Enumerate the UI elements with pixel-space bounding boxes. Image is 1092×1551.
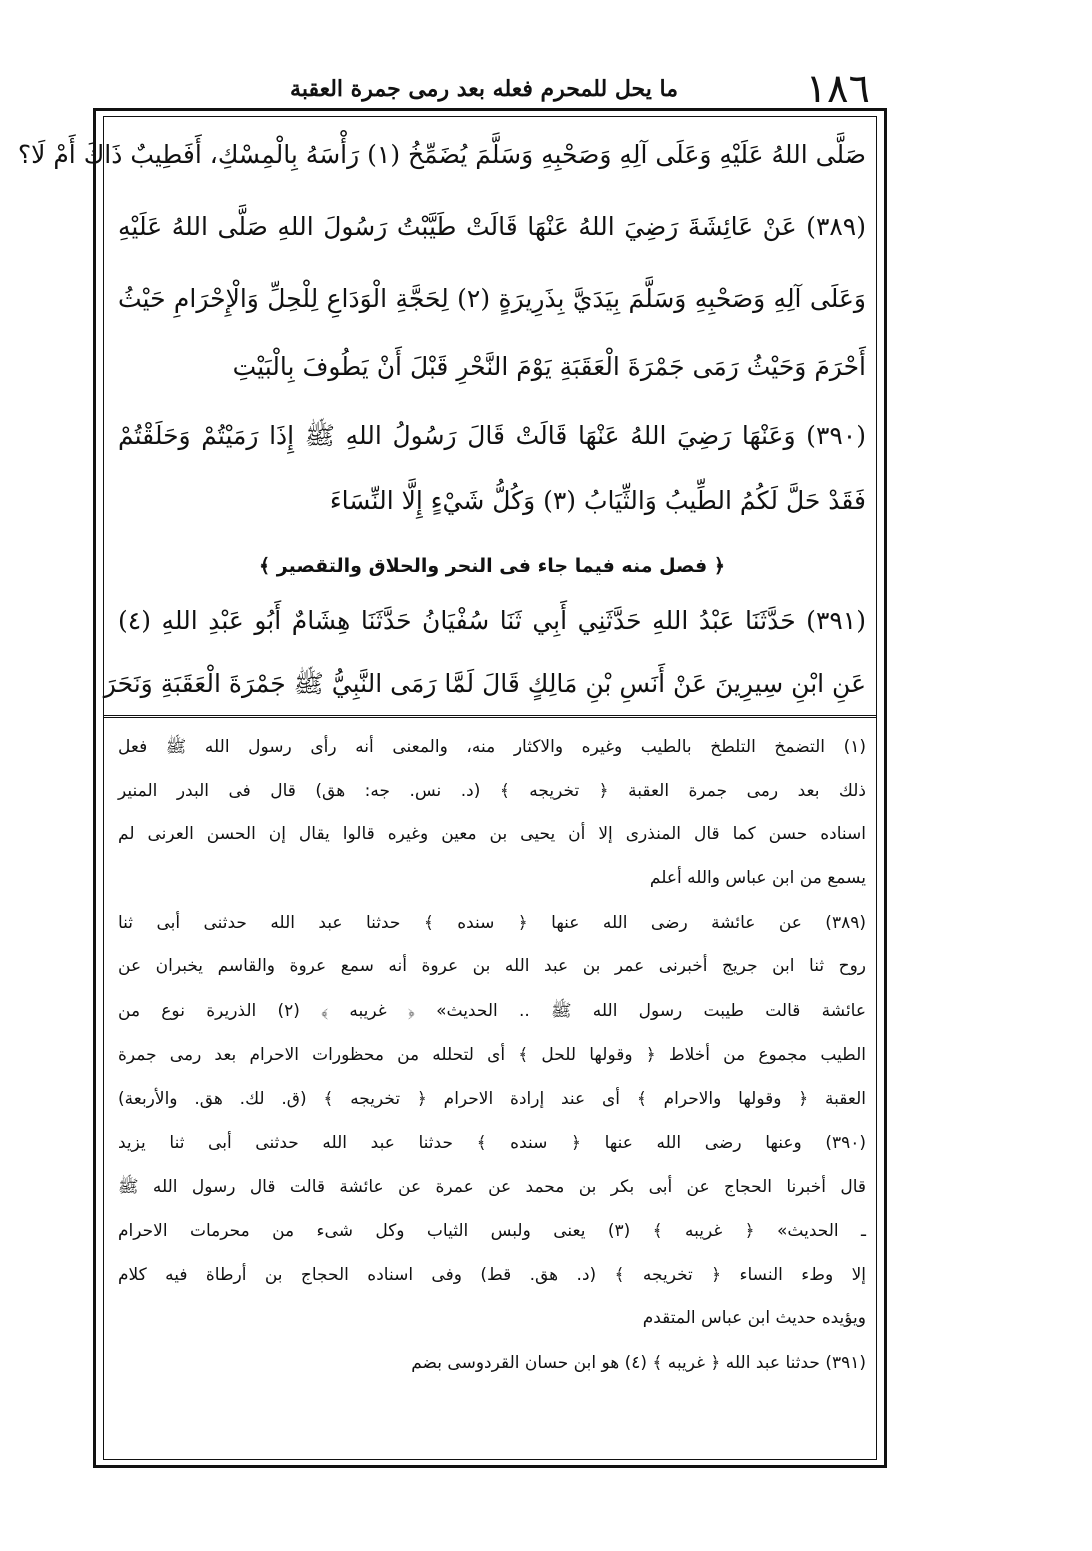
note-line: اسناده حسن كما قال المنذرى إلا أن يحيى بن معين وغيره قالوا يقال إن الحسن العرنى لم xyxy=(118,824,866,844)
main-hadith-text-2 xyxy=(103,606,866,716)
note-line: (٣٩٠) وعنها رضى الله عنها ﴿ سنده ﴾ حدثنا عبد الله حدثنى أبى ثنا يزيد xyxy=(118,1133,866,1153)
main-line: فَقَدْ حَلَّ لَكُمُ الطِّيبُ وَالثِّيَابُ (٣) وَكُلُّ شَيْءٍ إِلَّا النِّسَاءَ xyxy=(329,486,866,515)
running-title: ما يحل للمحرم فعله بعد رمى جمرة العقبة xyxy=(290,76,678,102)
note-line: (٣٨٩) عن عائشة رضى الله عنها ﴿ سنده ﴾ حدثنا عبد الله حدثنى أبى ثنا xyxy=(118,913,866,933)
note-line: يسمع من ابن عباس والله أعلم xyxy=(649,868,866,888)
note-line: قال أخبرنا الحجاج عن أبى بكر بن محمد عن عمرة عن عائشة قالت قال رسول الله ﷺ xyxy=(118,1177,866,1197)
main-hadith-text xyxy=(17,140,866,540)
main-line: (٣٩٠) وَعَنْهَا رَضِيَ اللهُ عَنْهَا قَالَتْ قَالَ رَسُولُ اللهِ ﷺ إِذَا رَمَيْتُمْ وَحَلَقْتُمْ xyxy=(118,421,866,450)
section-heading: ﴿ فصل منه فيما جاء فى النحر والحلاق والتقصير ﴾ xyxy=(259,555,725,577)
main-line: صَلَّى اللهُ عَلَيْهِ وَعَلَى آلِهِ وَصَحْبِهِ وَسَلَّمَ يُضَمِّخُ (١) رَأْسَهُ بِالْمِسْكِ، أَفَطِيبٌ ذَاكَ أَمْ لَا؟ xyxy=(17,140,866,169)
main-line: وَعَلَى آلِهِ وَصَحْبِهِ وَسَلَّمَ بِيَدَيَّ بِذَرِيرَةٍ (٢) لِحَجَّةِ الْوَدَاعِ لِلْحِلِّ وَالْإِحْرَامِ حَيْثُ xyxy=(118,284,866,313)
note-line: إلا وطء النساء ﴿ تخريجه ﴾ (د. هق. قط) وفى اسناده الحجاج بن أرطاة فيه كلام xyxy=(118,1265,866,1285)
main-line: (٣٨٩) عَنْ عَائِشَةَ رَضِيَ اللهُ عَنْهَا قَالَتْ طَيَّبْتُ رَسُولَ اللهِ صَلَّى اللهُ عَلَيْهِ xyxy=(118,212,866,241)
note-line: روح ثنا ابن جريج أخبرنى عمر بن عبد الله بن عروة أنه سمع عروة والقاسم يخبران عن xyxy=(118,956,866,976)
main-line: (٣٩١) حَدَّثَنَا عَبْدُ اللهِ حَدَّثَنِي أَبِي ثَنَا سُفْيَانُ حَدَّثَنَا هِشَامٌ أَبُو عَبْدِ اللهِ (٤) xyxy=(118,606,866,635)
note-line: عائشة قالت طيبت رسول الله ﷺ .. الحديث» ﴿ غريبه ﴾ (٢) الذريرة نوع من xyxy=(118,1001,866,1021)
note-line: العقبة ﴿ وقولها والاحرام ﴾ أى عند إرادة الاحرام ﴿ تخريجه ﴾ (ق. لك. هق. والأربعة) xyxy=(118,1089,866,1109)
note-line: (١) التضمخ التلطخ بالطيب وغيره والاكثار منه، والمعنى أنه رأى رسول الله ﷺ فعل xyxy=(118,737,866,757)
main-line: أَحْرَمَ وَحَيْثُ رَمَى جَمْرَةَ الْعَقَبَةِ يَوْمَ النَّحْرِ قَبْلَ أَنْ يَطُوفَ بِالْبَيْتِ xyxy=(232,352,866,381)
note-line: الطيب مجموع من أخلاط ﴿ وقولها للحل ﴾ أى لتحلله من محظورات الاحرام بعد رمى جمرة xyxy=(118,1045,866,1065)
note-line: ويؤيده حديث ابن عباس المتقدم xyxy=(642,1308,866,1328)
note-line: ـ الحديث» ﴿ غريبه ﴾ (٣) يعنى ولبس الثياب وكل شىء من محرمات الاحرام xyxy=(118,1221,866,1241)
note-line: ذلك بعد رمى جمرة العقبة ﴿ تخريجه ﴾ (د. نس. جه: هق) قال فى البدر المنير xyxy=(118,781,866,801)
footnotes xyxy=(118,736,866,1448)
note-line: (٣٩١) حدثنا عبد الله ﴿ غريبه ﴾ (٤) هو ابن حسان القردوسى بضم xyxy=(411,1353,866,1373)
main-line: عَنِ ابْنِ سِيرِينَ عَنْ أَنَسِ بْنِ مَالِكٍ قَالَ لَمَّا رَمَى النَّبِيُّ ﷺ جَمْرَةَ الْعَقَبَةِ وَنَحَرَ xyxy=(103,669,866,698)
page-number: ١٨٦ xyxy=(805,66,870,112)
